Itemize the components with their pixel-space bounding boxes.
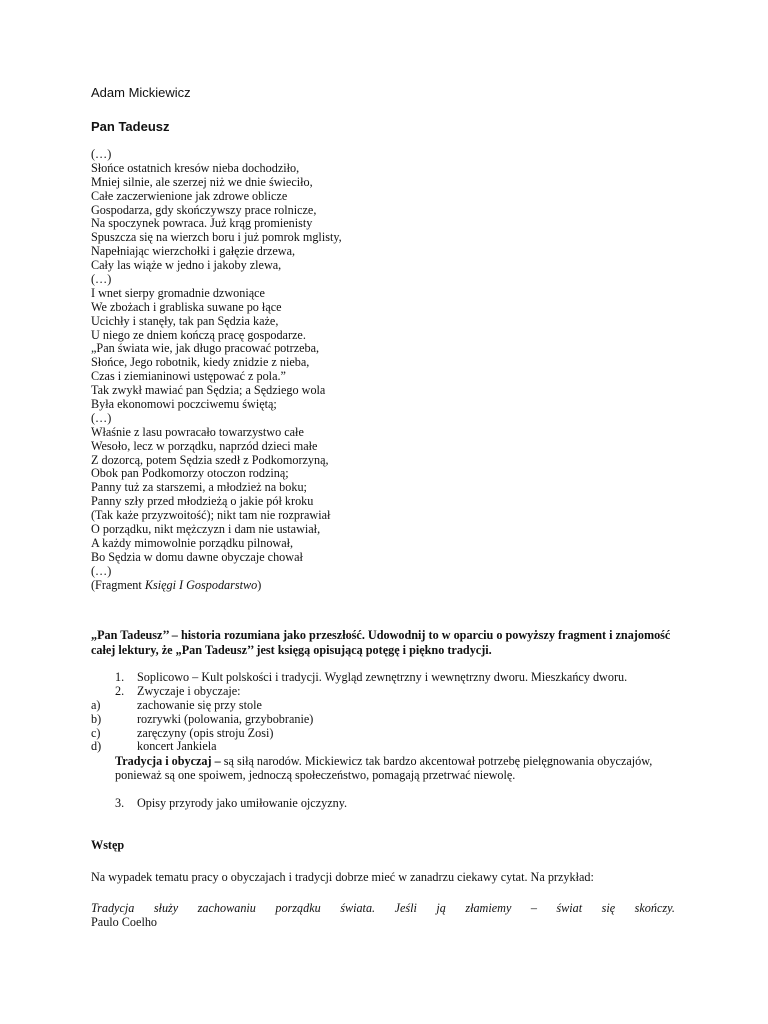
quote-author: Paulo Coelho	[91, 915, 158, 929]
item-letter: b)	[91, 711, 102, 726]
poem-line: Na spoczynek powraca. Już krąg promienisty	[91, 216, 313, 231]
poem-line: Ucichły i stanęły, tak pan Sędzia każe,	[91, 313, 279, 328]
tradition-text: są siłą narodów. Mickiewicz tak bardzo akcentował potrzebę pielęgnowania obyczajów, ponieważ są one spoiwem, jednoczą społeczeństwo, pomagają przetrwać niewolę.	[115, 754, 653, 782]
quote-word: Tradycja	[91, 901, 135, 915]
item-number: 3.	[115, 796, 125, 810]
poem-line: Słońce, Jego robotnik, kiedy znidzie z nieba,	[91, 355, 310, 370]
poem-line: Czas i ziemianinowi ustępować z pola.”	[91, 369, 286, 384]
list-item-3	[91, 797, 681, 811]
poem-line: „Pan świata wie, jak długo pracować potrzeba,	[91, 341, 320, 356]
poem-source	[91, 579, 691, 593]
item-text: Soplicowo – Kult polskości i tradycji. Wygląd zewnętrzny i wewnętrzny dworu. Mieszkańcy dworu.	[137, 670, 628, 684]
poem-line: Słońce ostatnich kresów nieba dochodziło,	[91, 160, 300, 175]
quote-word: Jeśli	[394, 901, 417, 915]
list-item	[91, 727, 681, 741]
poem-line: Wesoło, lecz w porządku, naprzód dzieci małe	[91, 438, 318, 453]
quote-word: służy	[153, 901, 179, 915]
poem-line: (Tak każe przyzwoitość); nikt tam nie rozprawiał	[91, 508, 331, 523]
item-text: Zwyczaje i obyczaje:	[137, 683, 241, 698]
outline-list	[91, 671, 681, 754]
poem-line: Mniej silnie, ale szerzej niż we dnie świeciło,	[91, 174, 313, 189]
item-text: koncert Jankiela	[137, 739, 217, 754]
quote-word: świat	[556, 901, 583, 915]
poem-fragment	[91, 148, 691, 593]
source-title: Księgi I Gospodarstwo	[144, 577, 258, 592]
work-title: Pan Tadeusz	[91, 119, 170, 134]
quote-word: porządku	[275, 901, 321, 915]
poem-line: Z dozorcą, potem Sędzia szedł z Podkomorzyną,	[91, 452, 329, 467]
poem-line: Była ekonomowi poczciwemu świętą;	[91, 397, 277, 412]
source-suffix: )	[257, 577, 262, 592]
section-heading: Wstęp	[91, 838, 125, 852]
poem-line: I wnet sierpy gromadnie dzwoniące	[91, 285, 265, 300]
essay-question: „Pan Tadeusz’’ – historia rozumiana jako przeszłość. Udowodnij to w oparciu o powyższy fragment i znajomość całej lektury, że „Pan Tadeusz’’ jest księgą opisującą potęgę i piękno tradycji.	[91, 628, 671, 657]
poem-line: Bo Sędzia w domu dawne obyczaje chował	[91, 549, 303, 564]
poem-line: (…)	[91, 563, 112, 578]
poem-line: Właśnie z lasu powracało towarzystwo całe	[91, 424, 304, 439]
item-text: rozrywki (polowania, grzybobranie)	[137, 711, 314, 726]
list-item	[91, 685, 681, 699]
item-number: 2.	[115, 683, 125, 698]
quote-text	[91, 902, 675, 916]
poem-line: U niego ze dniem kończą pracę gospodarze.	[91, 327, 306, 342]
list-item	[91, 740, 681, 754]
poem-line: Całe zaczerwienione jak zdrowe oblicze	[91, 188, 288, 203]
quote-word: zachowaniu	[197, 901, 256, 915]
poem-line: We zbożach i grabliska suwane po łące	[91, 299, 282, 314]
item-text: zachowanie się przy stole	[137, 697, 262, 712]
poem-line: Tak zwykł mawiać pan Sędzia; a Sędziego wola	[91, 383, 326, 398]
tradition-term: Tradycja i obyczaj –	[115, 754, 221, 768]
item-letter: c)	[91, 725, 101, 740]
quote-word: złamiemy	[465, 901, 512, 915]
quote-word: się	[601, 901, 616, 915]
poem-line: (…)	[91, 272, 112, 287]
list-item	[91, 713, 681, 727]
item-text: Opisy przyrody jako umiłowanie ojczyzny.	[137, 796, 348, 810]
poem-line: Gospodarza, gdy skończywszy prace rolnicze,	[91, 202, 317, 217]
poem-line: Panny tuż za starszemi, a młodzież na boku;	[91, 480, 307, 495]
poem-line: Spuszcza się na wierzch boru i już pomrok mglisty,	[91, 230, 342, 245]
tradition-paragraph	[115, 754, 655, 782]
item-number: 1.	[115, 670, 125, 684]
list-item	[91, 797, 681, 811]
source-prefix: (Fragment	[91, 577, 145, 592]
poem-line: O porządku, nikt mężczyzn i dam nie ustawiał,	[91, 522, 321, 537]
poem-line: Napełniając wierzchołki i gałęzie drzewa,	[91, 244, 296, 259]
quote-word: skończy.	[634, 901, 675, 915]
item-text: zaręczyny (opis stroju Zosi)	[137, 725, 274, 740]
list-item	[91, 671, 681, 685]
poem-line: (…)	[91, 410, 112, 425]
poem-line: A każdy mimowolnie porządku pilnował,	[91, 535, 294, 550]
quote-word: –	[530, 901, 537, 915]
author-name: Adam Mickiewicz	[91, 85, 191, 100]
poem-line: Obok pan Podkomorzy otoczon rodziną;	[91, 466, 289, 481]
intro-text: Na wypadek tematu pracy o obyczajach i tradycji dobrze mieć w zanadrzu ciekawy cytat. Na przykład:	[91, 870, 594, 884]
poem-line: (…)	[91, 147, 112, 161]
item-letter: d)	[91, 739, 102, 754]
quote-word: świata.	[340, 901, 376, 915]
item-letter: a)	[91, 697, 101, 712]
list-item	[91, 699, 681, 713]
quote-word: ją	[436, 901, 446, 915]
poem-line: Panny szły przed młodzieżą o jakie pół kroku	[91, 494, 314, 509]
poem-line: Cały las wiąże w jedno i jakoby zlewa,	[91, 258, 282, 273]
